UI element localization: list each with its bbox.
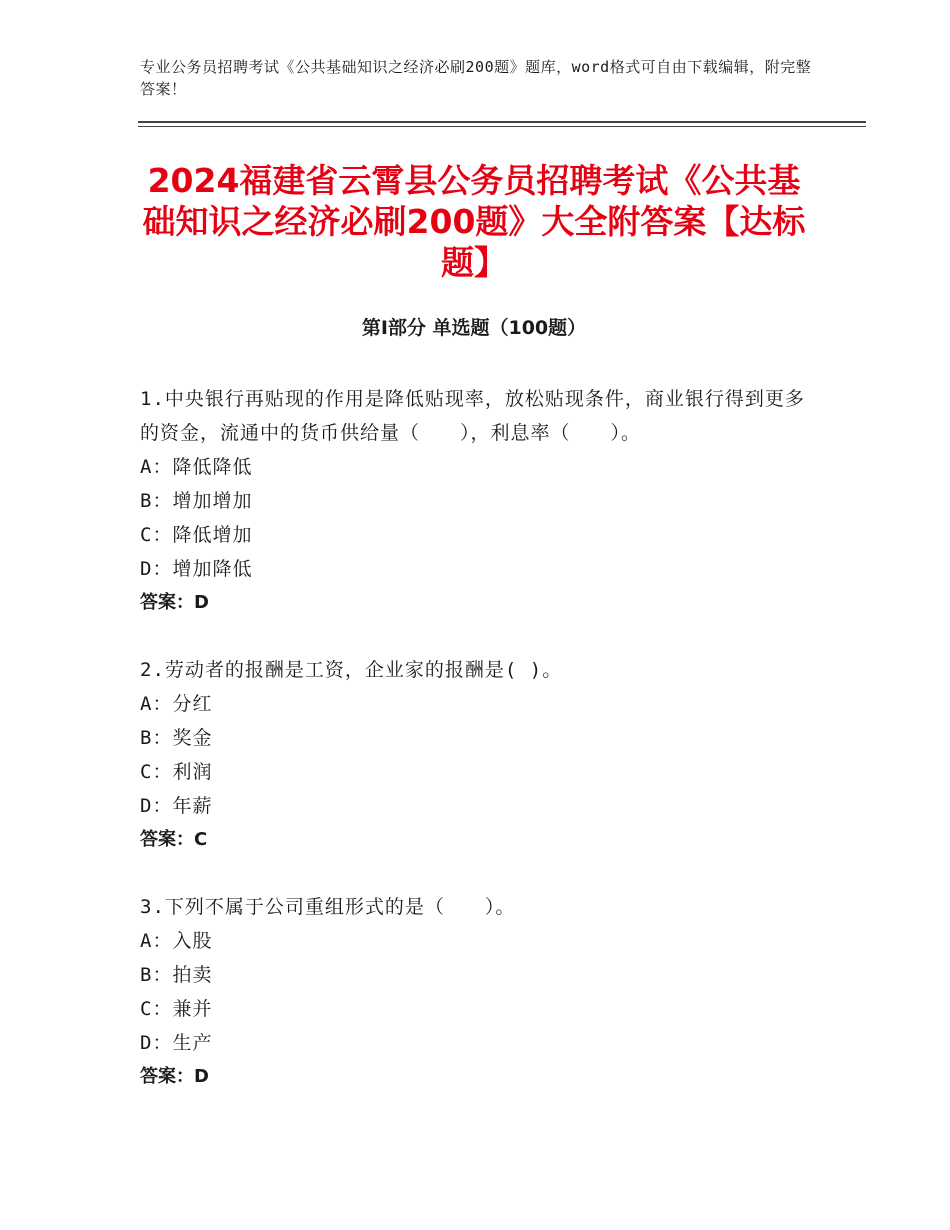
header-rule-thick <box>138 121 866 123</box>
question-stem: 2.劳动者的报酬是工资，企业家的报酬是( )。 <box>140 659 563 681</box>
question-2 <box>140 653 810 857</box>
option-a: A：降低降低 <box>140 456 253 478</box>
option-b: B：拍卖 <box>140 964 213 986</box>
question-stem: 3.下列不属于公司重组形式的是（ ）。 <box>140 896 516 918</box>
header-rule-thin <box>138 126 866 127</box>
option-a: A：入股 <box>140 930 213 952</box>
answer: 答案：D <box>140 1066 209 1087</box>
question-1 <box>140 382 810 620</box>
answer: 答案：D <box>140 592 209 613</box>
question-list <box>140 382 810 1127</box>
option-c: C：兼并 <box>140 998 213 1020</box>
option-d: D：生产 <box>140 1032 213 1054</box>
option-d: D：增加降低 <box>140 558 253 580</box>
header-note: 专业公务员招聘考试《公共基础知识之经济必刷200题》题库，word格式可自由下载编辑，附完整答案！ <box>140 58 812 98</box>
option-c: C：利润 <box>140 761 213 783</box>
answer: 答案：C <box>140 829 208 850</box>
question-3 <box>140 890 810 1094</box>
option-b: B：增加增加 <box>140 490 253 512</box>
option-c: C：降低增加 <box>140 524 253 546</box>
section-heading: 第Ⅰ部分 单选题（100题） <box>361 317 587 339</box>
option-a: A：分红 <box>140 693 213 715</box>
option-d: D：年薪 <box>140 795 213 817</box>
question-stem: 1.中央银行再贴现的作用是降低贴现率，放松贴现条件，商业银行得到更多的资金，流通中的货币供给量（ ），利息率（ ）。 <box>140 388 805 444</box>
document-title: 2024福建省云霄县公务员招聘考试《公共基础知识之经济必刷200题》大全附答案【达标题】 <box>142 161 806 282</box>
option-b: B：奖金 <box>140 727 213 749</box>
